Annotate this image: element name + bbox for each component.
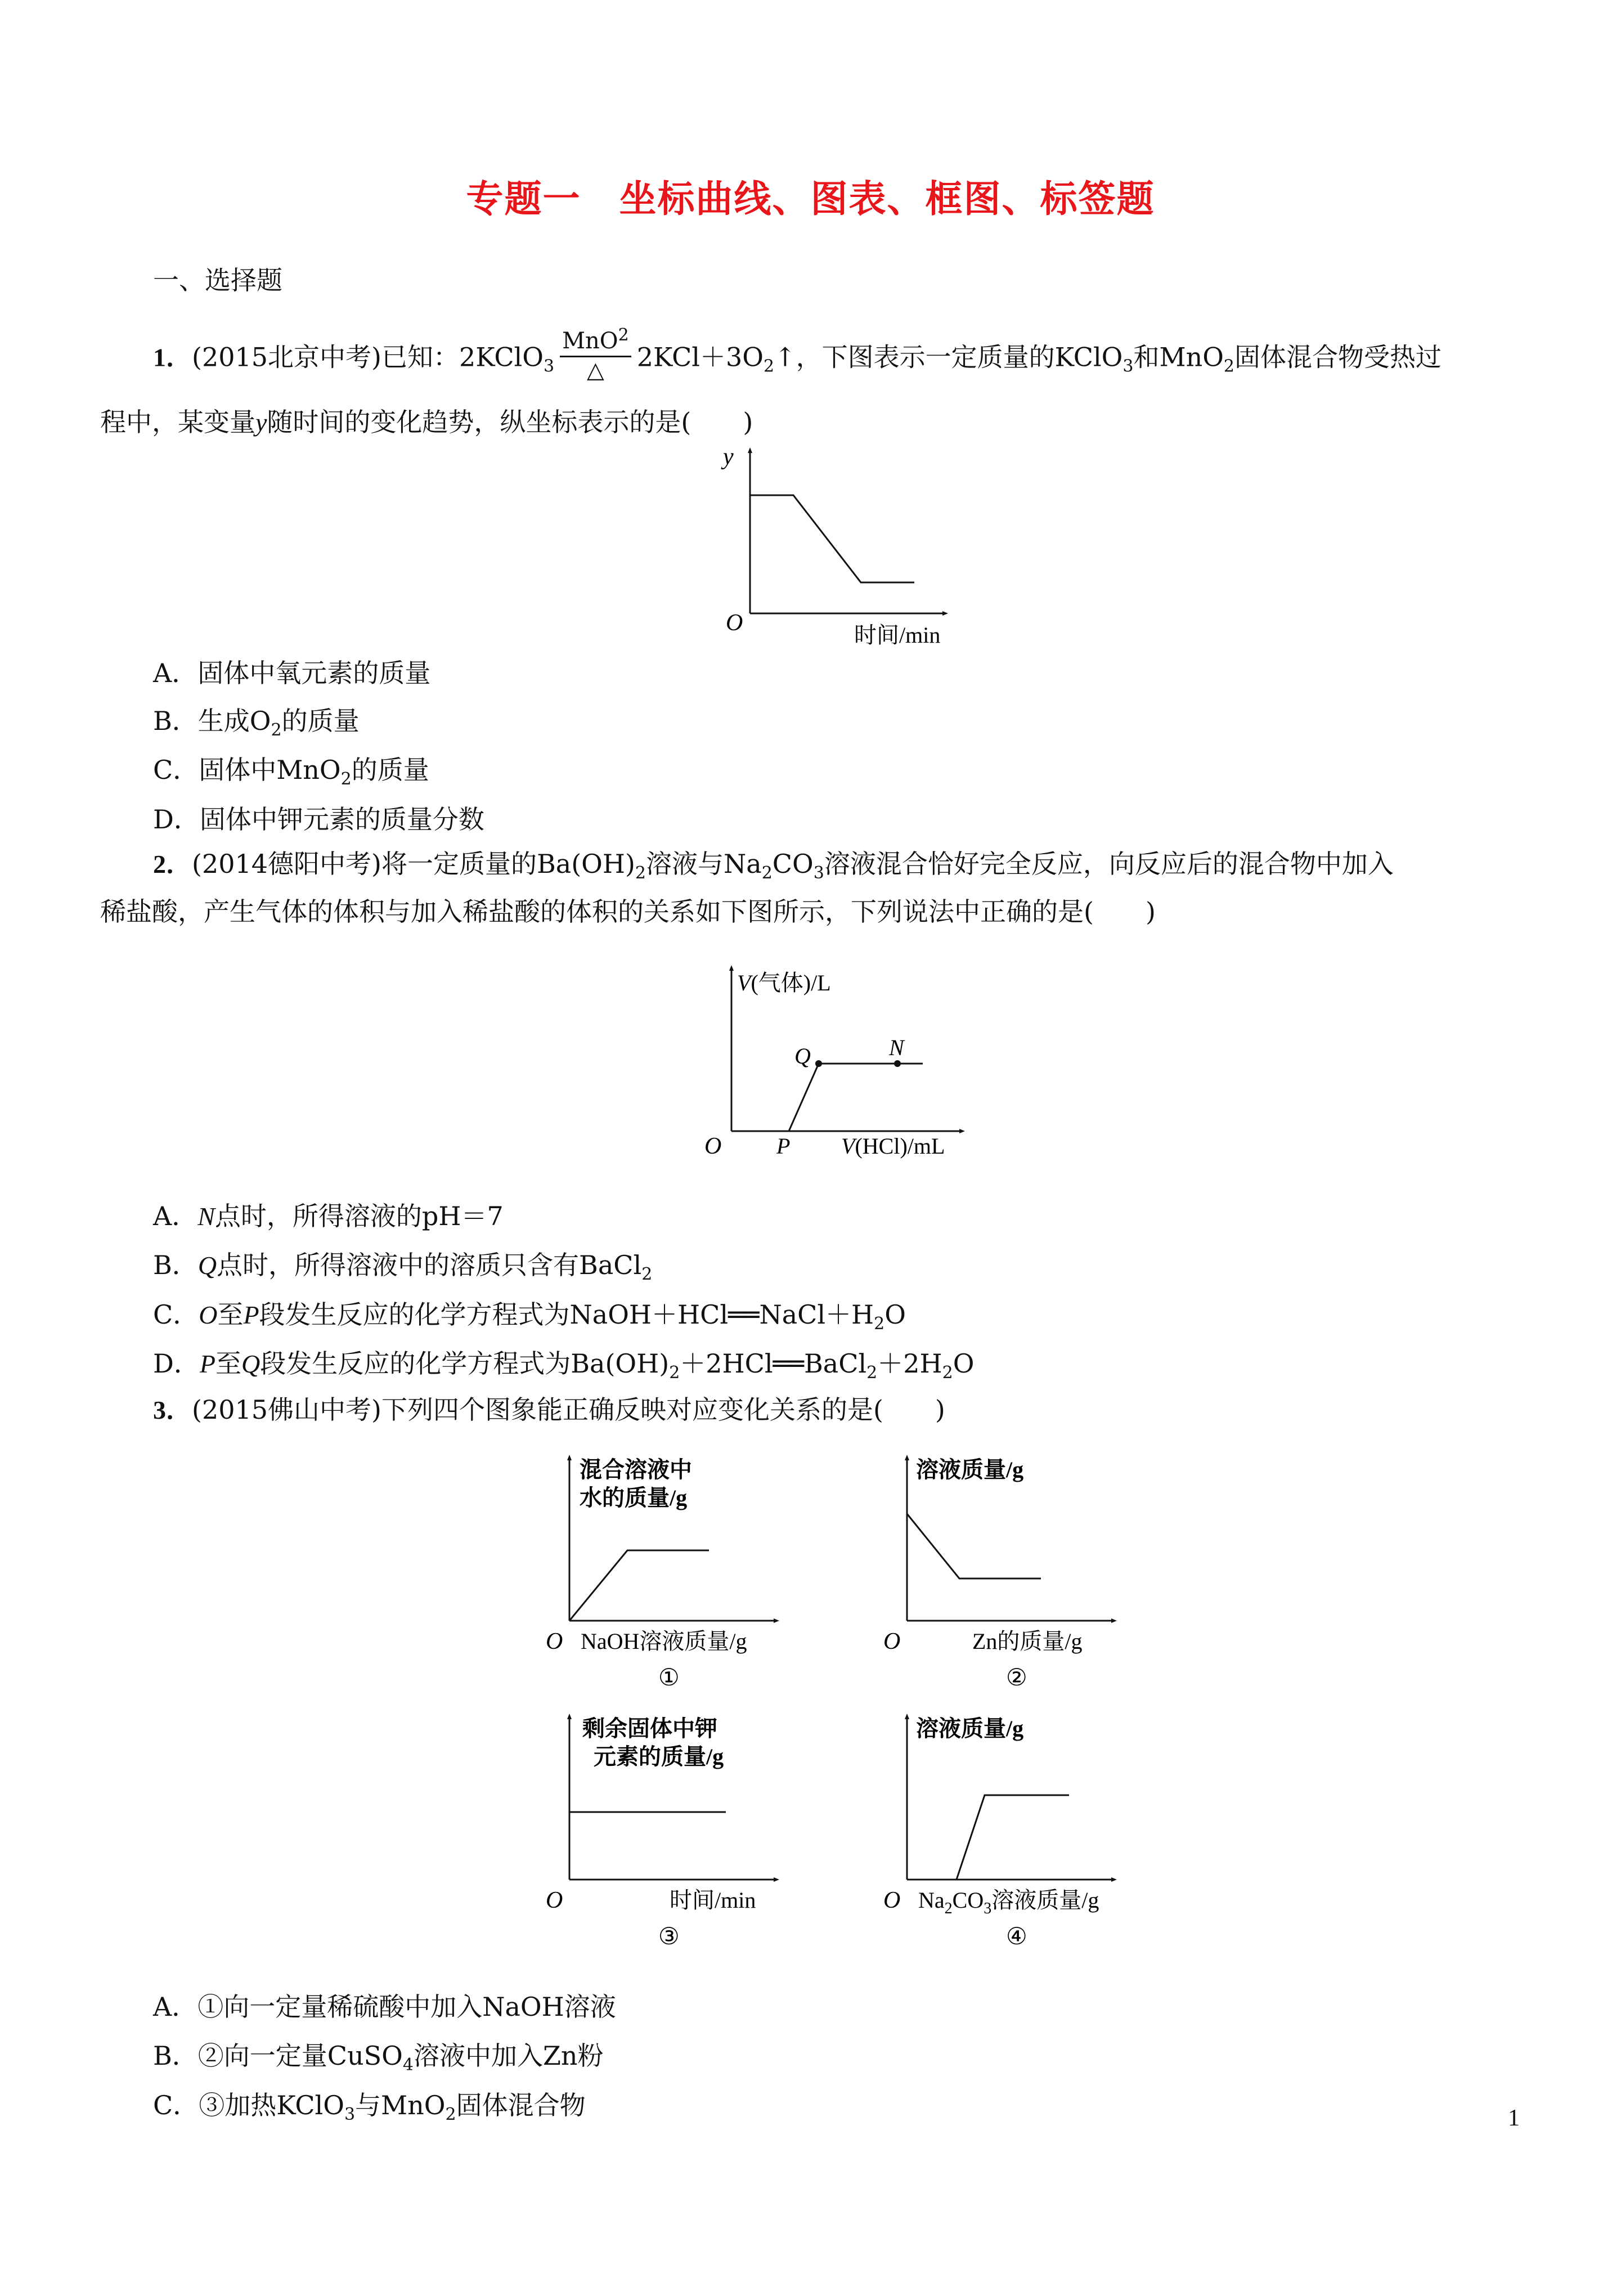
q3c4-y-label-1: 溶液质量/g [916, 1716, 1024, 1741]
q3c4-marker: ④ [1006, 1924, 1027, 1950]
q3-option-b: B．②向一定量CuSO$_4$溶液中加入Zn粉 [153, 2041, 604, 2075]
q3c2-marker: ② [1006, 1665, 1027, 1691]
q3c1-y-label-2: 水的质量/g [580, 1485, 688, 1510]
q2-line2: 稀盐酸，产生气体的体积与加入稀盐酸的体积的关系如下图所示，下列说法中正确的是( ) [100, 896, 1156, 927]
q1-option-a: A．固体中氧元素的质量 [153, 658, 431, 688]
q2-chart [698, 957, 1002, 1182]
q3-option-a: A．①向一定量稀硫酸中加入NaOH溶液 [153, 1992, 616, 2022]
q1-option-c: C．固体中MnO$_2$的质量 [153, 755, 429, 789]
q3c1-x-label: NaOH溶液质量/g [581, 1629, 747, 1654]
q2-option-b: B．Q点时，所得溶液中的溶质只含有BaCl$_2$ [153, 1250, 653, 1284]
page-title: 专题一 坐标曲线、图表、框图、标签题 [466, 177, 1155, 221]
q3c2-y-label-1: 溶液质量/g [916, 1457, 1024, 1482]
q3c3-y-label-1: 剩余固体中钾 [582, 1716, 717, 1741]
q2-number: 2． [153, 850, 192, 878]
q3c1-marker: ① [658, 1665, 680, 1691]
q3c1-origin: O [546, 1629, 563, 1654]
q3-chart-3 [540, 1705, 810, 1964]
q2-y-label: V(气体)/L [737, 970, 831, 995]
q1-catalyst-fraction: $\frac{MnO^2}{\triangle}$ [560, 329, 631, 383]
q2-option-c: C．O至P段发生反应的化学方程式为$NaOH+HCl══NaCl+H_2O$ [153, 1299, 906, 1334]
q3-option-c: C．③加热KClO$_3$与MnO$_2$固体混合物 [153, 2090, 586, 2124]
q3-chart-2 [878, 1446, 1148, 1705]
q3c2-x-label: Zn的质量/g [972, 1629, 1083, 1654]
q3c4-curve [907, 1795, 1069, 1880]
q1-y-label: y [723, 444, 734, 470]
q3c4-x-label: $Na_2CO_3$溶液质量/g [918, 1887, 1099, 1917]
q2-label-p: P [776, 1133, 791, 1159]
q1-option-b: B．生成$O_2$的质量 [153, 706, 360, 740]
q3c3-origin: O [546, 1887, 563, 1913]
q3-line1: 3．(2015佛山中考)下列四个图象能正确反映对应变化关系的是( ) [153, 1394, 945, 1425]
page-number: 1 [1508, 2105, 1520, 2131]
q3-chart-1 [540, 1446, 810, 1705]
q2-label-q: Q [794, 1043, 811, 1069]
q1-number: 1． [153, 343, 192, 372]
q1-line1: 1．(2015北京中考)已知：2KClO$_3$ $\frac{MnO^2}{\triangle}$ $2KCl+3O_2↑$，下图表示一定质量的KClO$_3$和MnO$_2$固体混合物受热过 [153, 325, 1442, 383]
q1-x-label: 时间/min [854, 622, 941, 648]
q1-line2: 程中，某变量y随时间的变化趋势，纵坐标表示的是( ) [100, 407, 753, 437]
q3-number: 3． [153, 1396, 192, 1424]
section-heading: 一、选择题 [153, 265, 282, 295]
q2-curve [731, 1064, 923, 1131]
q2-label-n: N [889, 1035, 904, 1060]
q3c3-marker: ③ [658, 1924, 680, 1950]
q1-chart [709, 439, 968, 653]
q3c4-origin: O [883, 1887, 901, 1913]
q3c1-curve [569, 1550, 709, 1621]
q1-option-d: D．固体中钾元素的质量分数 [153, 804, 484, 835]
q2-option-a: A．N点时，所得溶液的pH＝7 [153, 1201, 504, 1231]
q2-origin: O [704, 1133, 722, 1159]
q3c3-y-label-2: 元素的质量/g [594, 1744, 724, 1769]
q3c3-x-label: 时间/min [670, 1887, 756, 1913]
q2-x-label: V(HCl)/mL [841, 1133, 945, 1159]
q2-line1: 2．(2014德阳中考)将一定质量的$Ba(OH)_2$溶液与$Na_2CO_3$溶液混合恰好完全反应，向反应后的混合物中加入 [153, 849, 1394, 883]
q2-option-d: D．P至Q段发生反应的化学方程式为$Ba(OH)_2+2HCl══BaCl_2+2H_2O$ [153, 1348, 975, 1383]
q1-origin: O [726, 610, 743, 636]
q3c2-curve [907, 1514, 1041, 1578]
q1-curve [750, 495, 914, 582]
q2-point-q [815, 1060, 822, 1067]
q2-point-n [894, 1060, 901, 1067]
q3-chart-4 [878, 1705, 1159, 1964]
q3c1-y-label-1: 混合溶液中 [580, 1457, 692, 1482]
q3c2-origin: O [883, 1629, 901, 1654]
